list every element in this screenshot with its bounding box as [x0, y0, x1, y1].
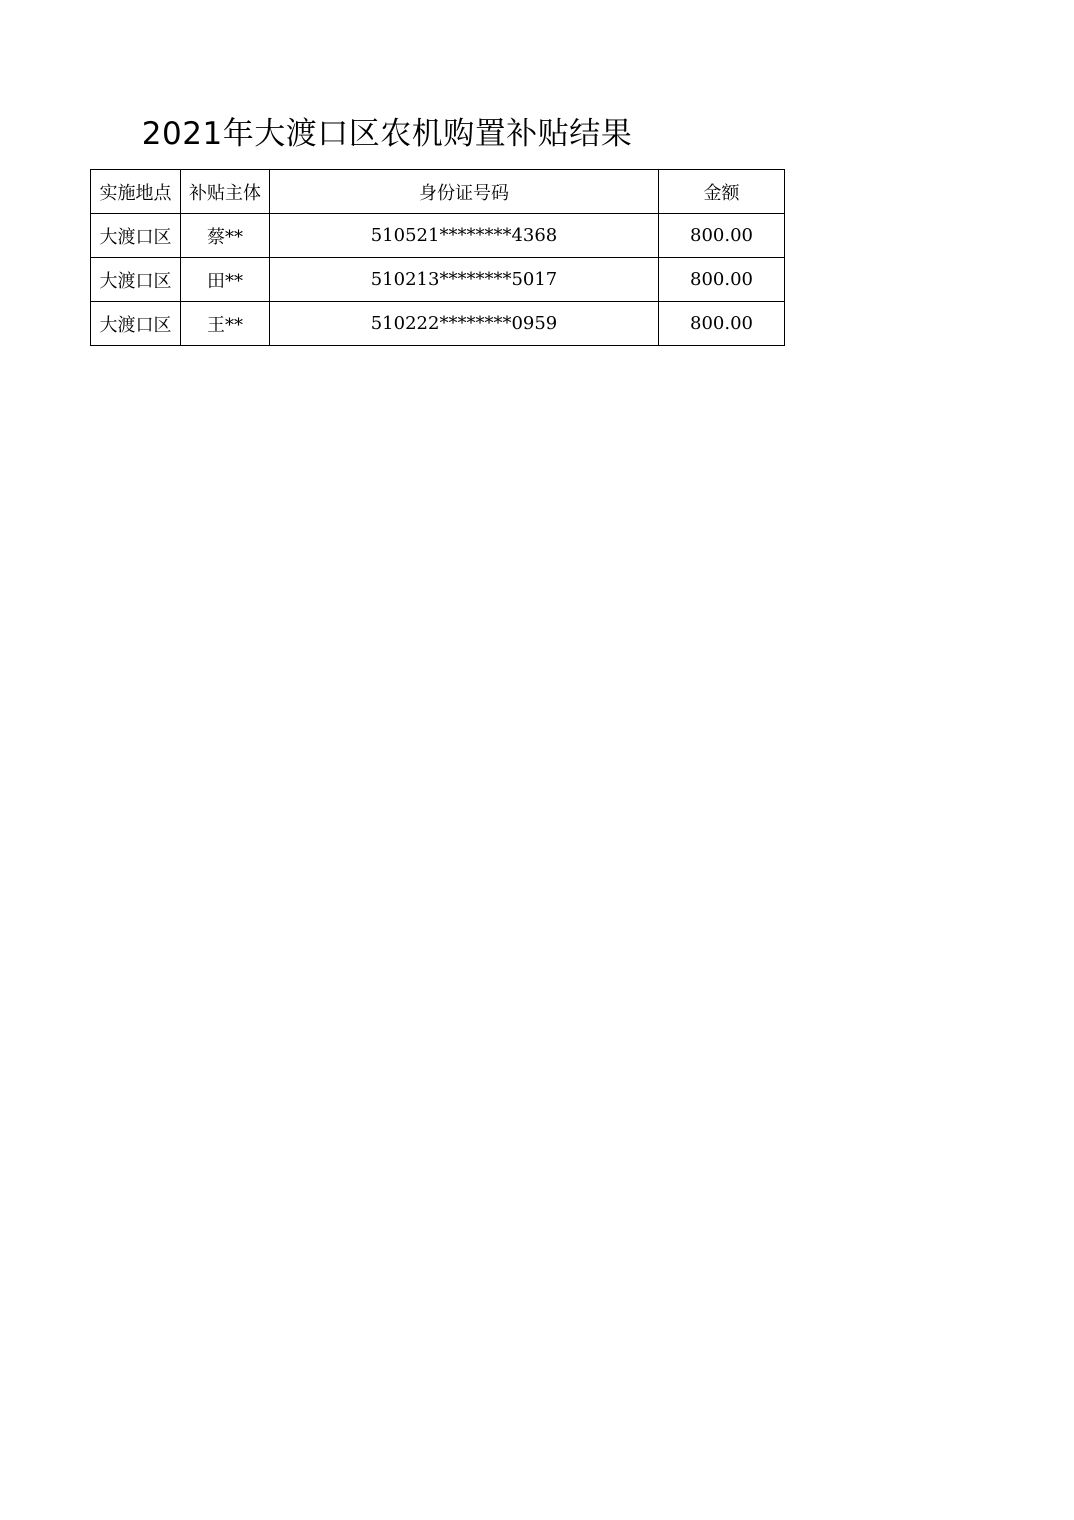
cell-subsidy-subject: 蔡** — [181, 214, 270, 258]
table-row — [91, 302, 785, 346]
cell-location: 大渡口区 — [91, 302, 181, 346]
table-header-row — [91, 170, 785, 214]
cell-subsidy-subject: 田** — [181, 258, 270, 302]
cell-location: 大渡口区 — [91, 258, 181, 302]
cell-id-number: 510213********5017 — [270, 258, 659, 302]
header-id-number: 身份证号码 — [270, 170, 659, 214]
cell-location: 大渡口区 — [91, 214, 181, 258]
cell-subsidy-subject: 王** — [181, 302, 270, 346]
table-row — [91, 258, 785, 302]
table-row — [91, 214, 785, 258]
subsidy-result-table — [90, 169, 785, 346]
page-title: 2021年大渡口区农机购置补贴结果 — [141, 116, 633, 152]
cell-amount: 800.00 — [659, 214, 785, 258]
cell-id-number: 510521********4368 — [270, 214, 659, 258]
cell-amount: 800.00 — [659, 258, 785, 302]
header-location: 实施地点 — [91, 170, 181, 214]
header-subsidy-subject: 补贴主体 — [181, 170, 270, 214]
header-amount: 金额 — [659, 170, 785, 214]
cell-id-number: 510222********0959 — [270, 302, 659, 346]
cell-amount: 800.00 — [659, 302, 785, 346]
